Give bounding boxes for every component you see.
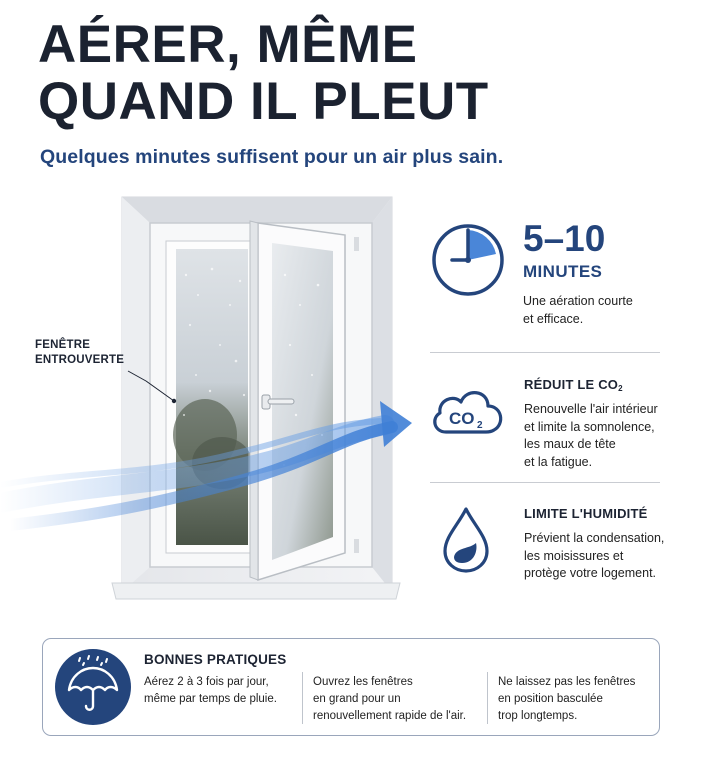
page-title-line-2: QUAND IL PLEUT [38,72,489,131]
practice-tip-1 [144,674,277,708]
water-drop-icon [440,505,492,575]
practice-tip-1-line-1: Aérez 2 à 3 fois par jour, [144,676,269,688]
practice-tip-3-line-1: Ne laissez pas les fenêtres [498,676,636,688]
co2-desc-line-2: et limite la somnolence, [524,419,655,434]
page-subtitle: Quelques minutes suffisent pour un air plus sain. [40,146,504,168]
page-title [38,16,678,130]
callout-line-2: ENTROUVERTE [35,354,125,366]
duration-desc-line-1: Une aération courte [523,294,633,308]
practice-tip-2-line-1: Ouvrez les fenêtres [313,676,413,688]
divider [430,482,660,483]
co2-desc-line-1: Renouvelle l'air intérieur [524,402,658,416]
humidity-heading: LIMITE L'HUMIDITÉ [524,506,648,521]
duration-value: 5–10 [523,218,606,259]
duration-description [523,293,633,328]
window-illustration [0,185,420,615]
practice-tip-1-line-2: même par temps de pluie. [144,693,277,705]
co2-heading-sub: 2 [618,384,623,393]
co2-cloud-icon [428,380,508,440]
duration-unit: MINUTES [523,262,603,281]
co2-icon-sub: 2 [477,420,483,431]
co2-heading [524,377,623,393]
window-callout-label [35,338,124,368]
duration-desc-line-2: et efficace. [523,311,584,326]
page-title-line-1: AÉRER, MÊME [38,15,418,74]
good-practices-title: BONNES PRATIQUES [144,652,287,667]
humidity-desc-line-1: Prévient la condensation, [524,531,665,545]
practice-tip-3-line-3: trop longtemps. [498,710,578,722]
co2-desc-line-3: les maux de tête [524,437,616,451]
humidity-desc-line-2: les moisissures et [524,548,624,563]
humidity-desc-line-3: protège votre logement. [524,566,657,580]
umbrella-rain-icon [54,648,132,731]
callout-line-1: FENÊTRE [35,339,91,351]
humidity-description [524,530,664,583]
co2-icon-text: CO [449,409,475,428]
clock-icon [430,222,506,298]
divider [430,352,660,353]
practice-tip-2-line-3: renouvellement rapide de l'air. [313,710,467,722]
practice-tip-2 [313,674,466,725]
practice-separator [302,672,303,724]
practice-tip-2-line-2: en grand pour un [313,693,401,705]
co2-heading-text: RÉDUIT LE CO [524,377,619,392]
practice-separator [487,672,488,724]
practice-tip-3 [498,674,635,725]
practice-tip-3-line-2: en position basculée [498,693,603,705]
co2-description [524,401,658,471]
co2-desc-line-4: et la fatigue. [524,454,593,469]
